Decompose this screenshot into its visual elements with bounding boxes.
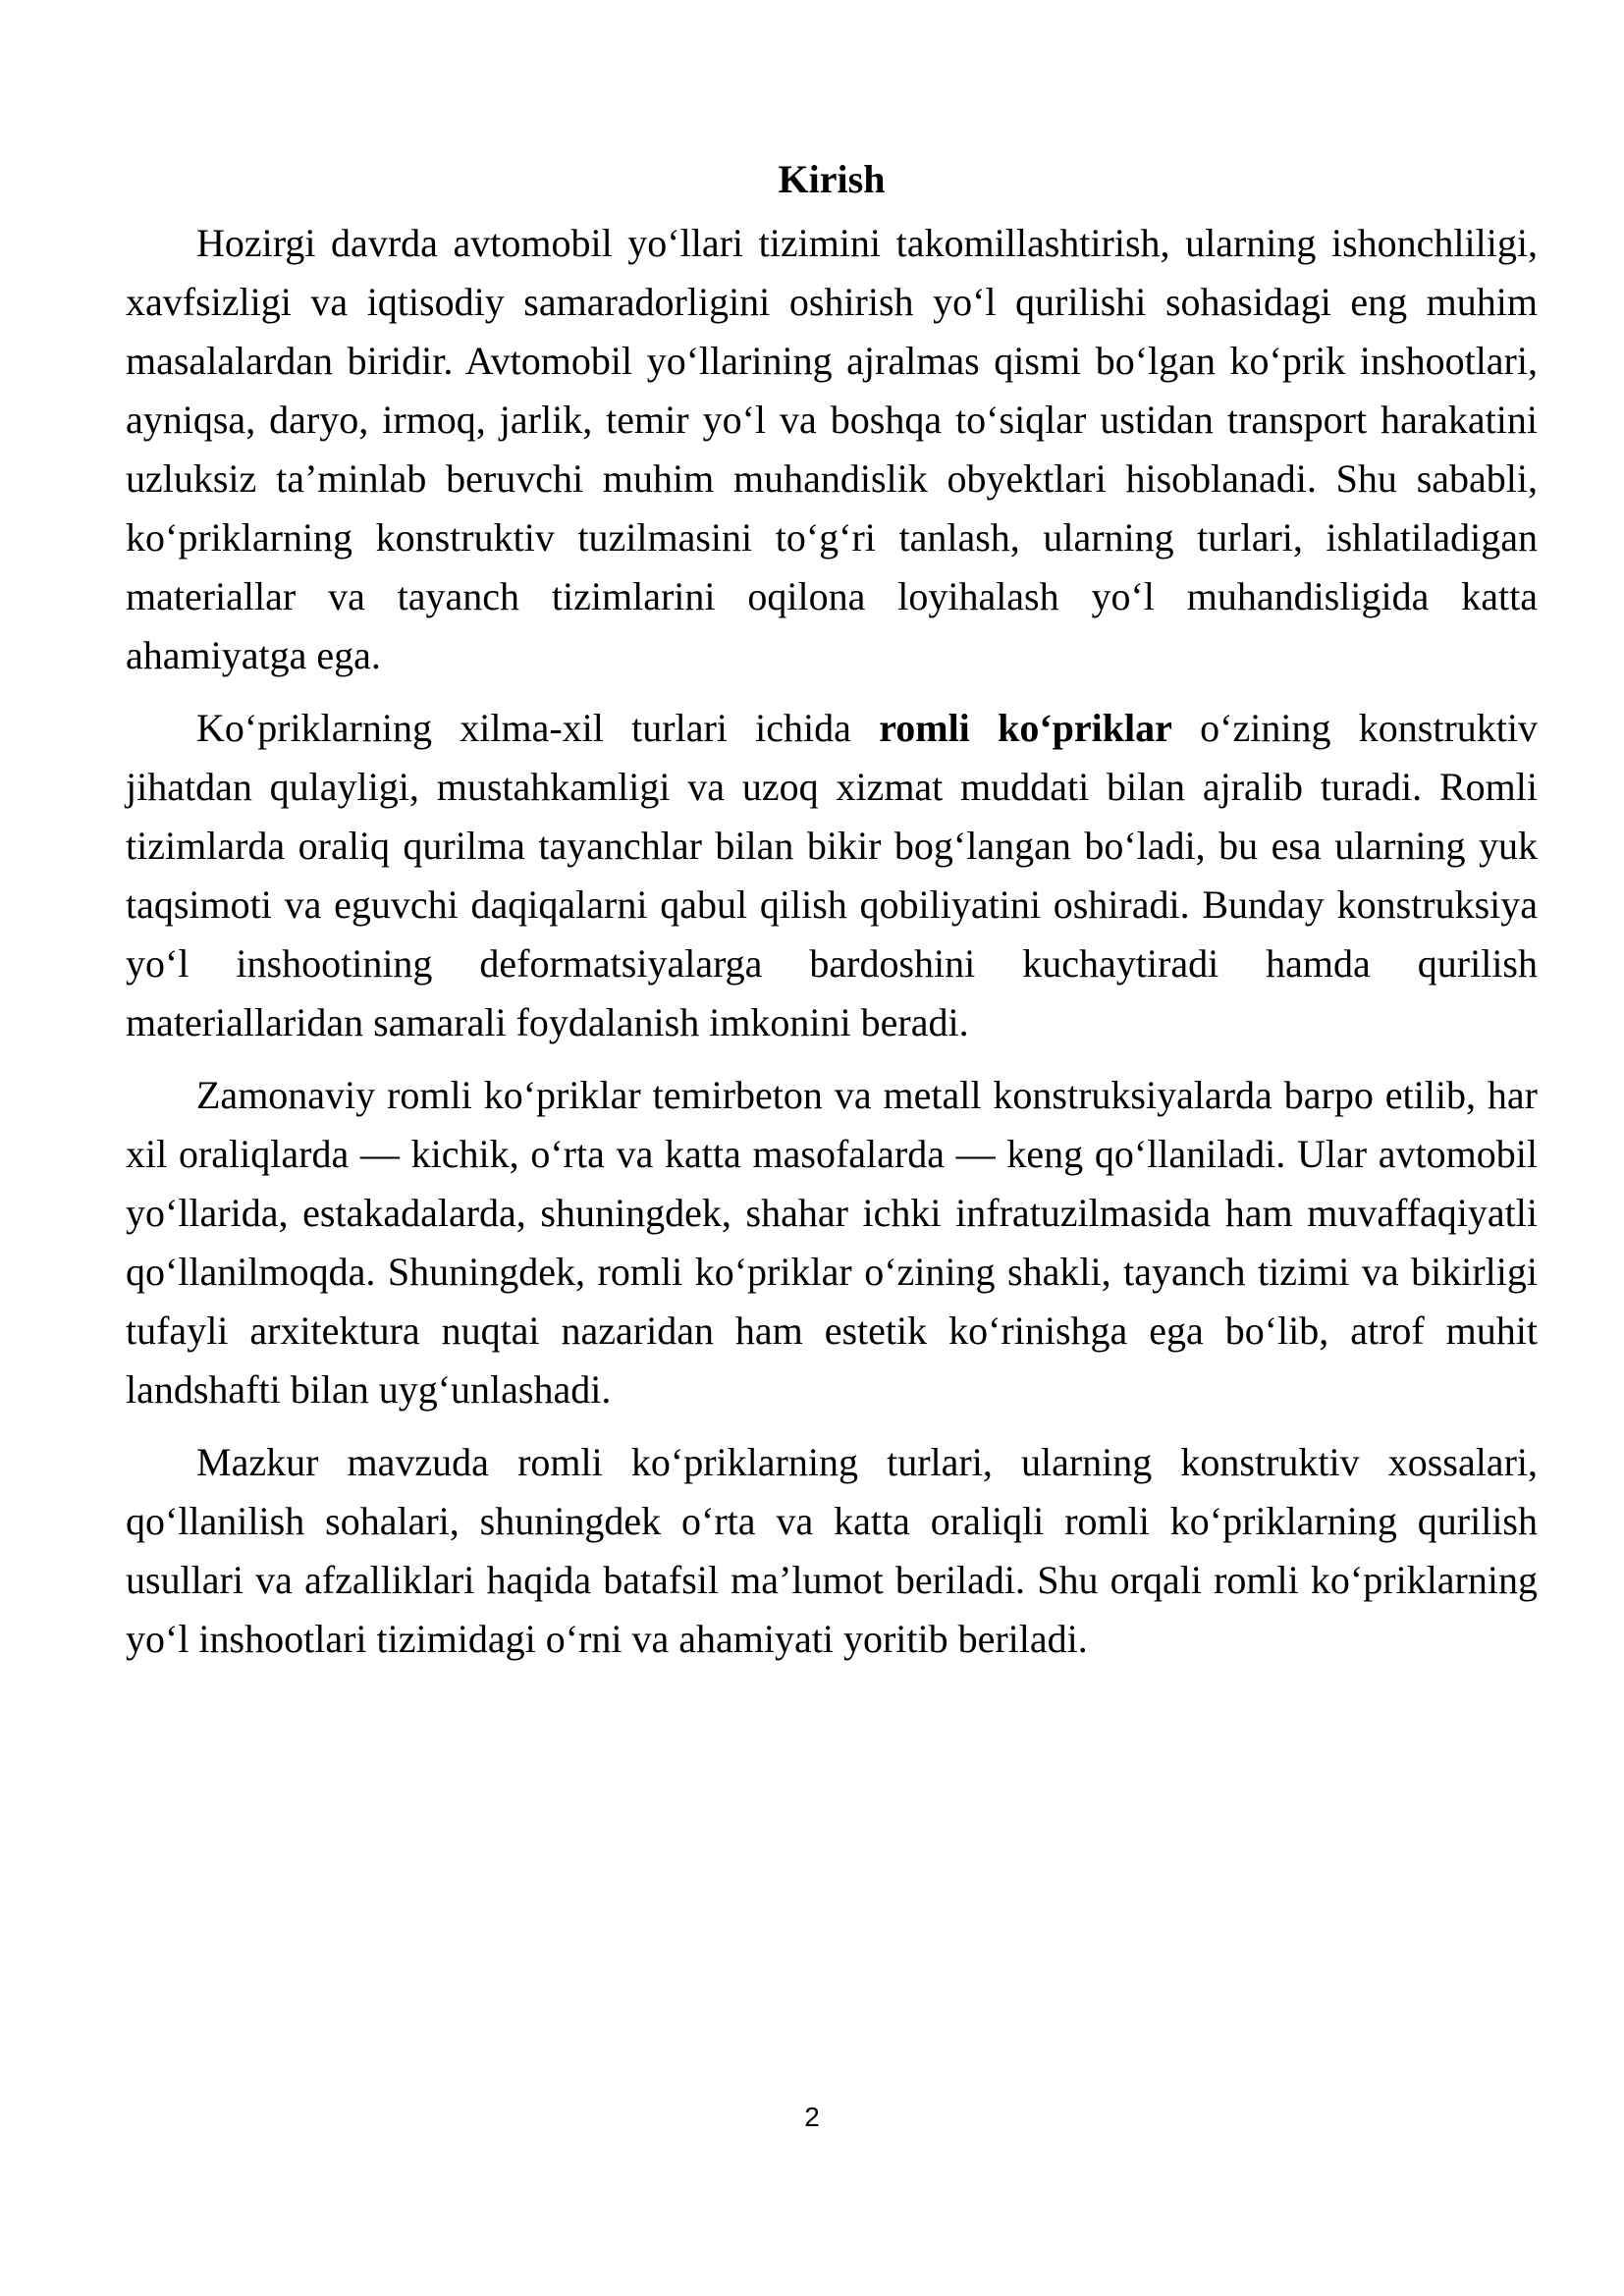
page-content <box>126 147 1538 1682</box>
page-title: Kirish <box>778 157 886 201</box>
paragraph-topic-summary: Mazkur mavzuda romli ko‘priklarning turlari, ularning konstruktiv xossalari, qo‘llanilish sohalari, shuningdek o‘rta va katta oraliqli romli ko‘priklarning qurilish usullari va afzalliklari haqida batafsil ma’lumot beriladi. Shu orqali romli ko‘priklarning yo‘l inshootlari tizimidagi o‘rni va ahamiyati yoritib beriladi. <box>126 1440 1538 1661</box>
page-number: 2 <box>804 2102 820 2132</box>
bold-term-romli-kopriklar: romli ko‘priklar <box>879 706 1172 750</box>
paragraph-text-rest: o‘zining konstruktiv jihatdan qulayligi, mustahkamligi va uzoq xizmat muddati bilan ajralib turadi. Romli tizimlarda oraliq qurilma tayanchlar bilan bikir bog‘langan bo‘ladi, bu esa ularning yuk taqsimoti va eguvchi daqiqalarni qabul qilish qobiliyatini oshiradi. Bunday konstruksiya yo‘l inshootining deformatsiyalarga bardoshini kuchaytiradi hamda qurilish materiallaridan samarali foydalanish imkonini beradi. <box>126 706 1538 1044</box>
paragraph-modern-frame-bridges: Zamonaviy romli ko‘priklar temirbeton va metall konstruksiyalarda barpo etilib, har xil oraliqlarda — kichik, o‘rta va katta masofalarda — keng qo‘llaniladi. Ular avtomobil yo‘llarida, estakadalarda, shuningdek, shahar ichki infratuzilmasida ham muvaffaqiyatli qo‘llanilmoqda. Shuningdek, romli ko‘priklar o‘zining shakli, tayanch tizimi va bikirligi tufayli arxitektura nuqtai nazaridan ham estetik ko‘rinishga ega bo‘lib, atrof muhit landshafti bilan uyg‘unlashadi. <box>126 1073 1538 1412</box>
paragraph-introduction: Hozirgi davrda avtomobil yo‘llari tizimini takomillashtirish, ularning ishonchliligi, xavfsizligi va iqtisodiy samaradorligini oshirish yo‘l qurilishi sohasidagi eng muhim masalalardan biridir. Avtomobil yo‘llarining ajralmas qismi bo‘lgan ko‘prik inshootlari, ayniqsa, daryo, irmoq, jarlik, temir yo‘l va boshqa to‘siqlar ustidan transport harakatini uzluksiz ta’minlab beruvchi muhim muhandislik obyektlari hisoblanadi. Shu sababli, ko‘priklarning konstruktiv tuzilmasini to‘g‘ri tanlash, ularning turlari, ishlatiladigan materiallar va tayanch tizimlarini oqilona loyihalash yo‘l muhandisligida katta ahamiyatga ega. <box>126 221 1538 677</box>
paragraph-frame-bridges <box>126 699 1538 1052</box>
paragraph-text-lead: Ko‘priklarning xilma-xil turlari ichida <box>196 706 880 750</box>
